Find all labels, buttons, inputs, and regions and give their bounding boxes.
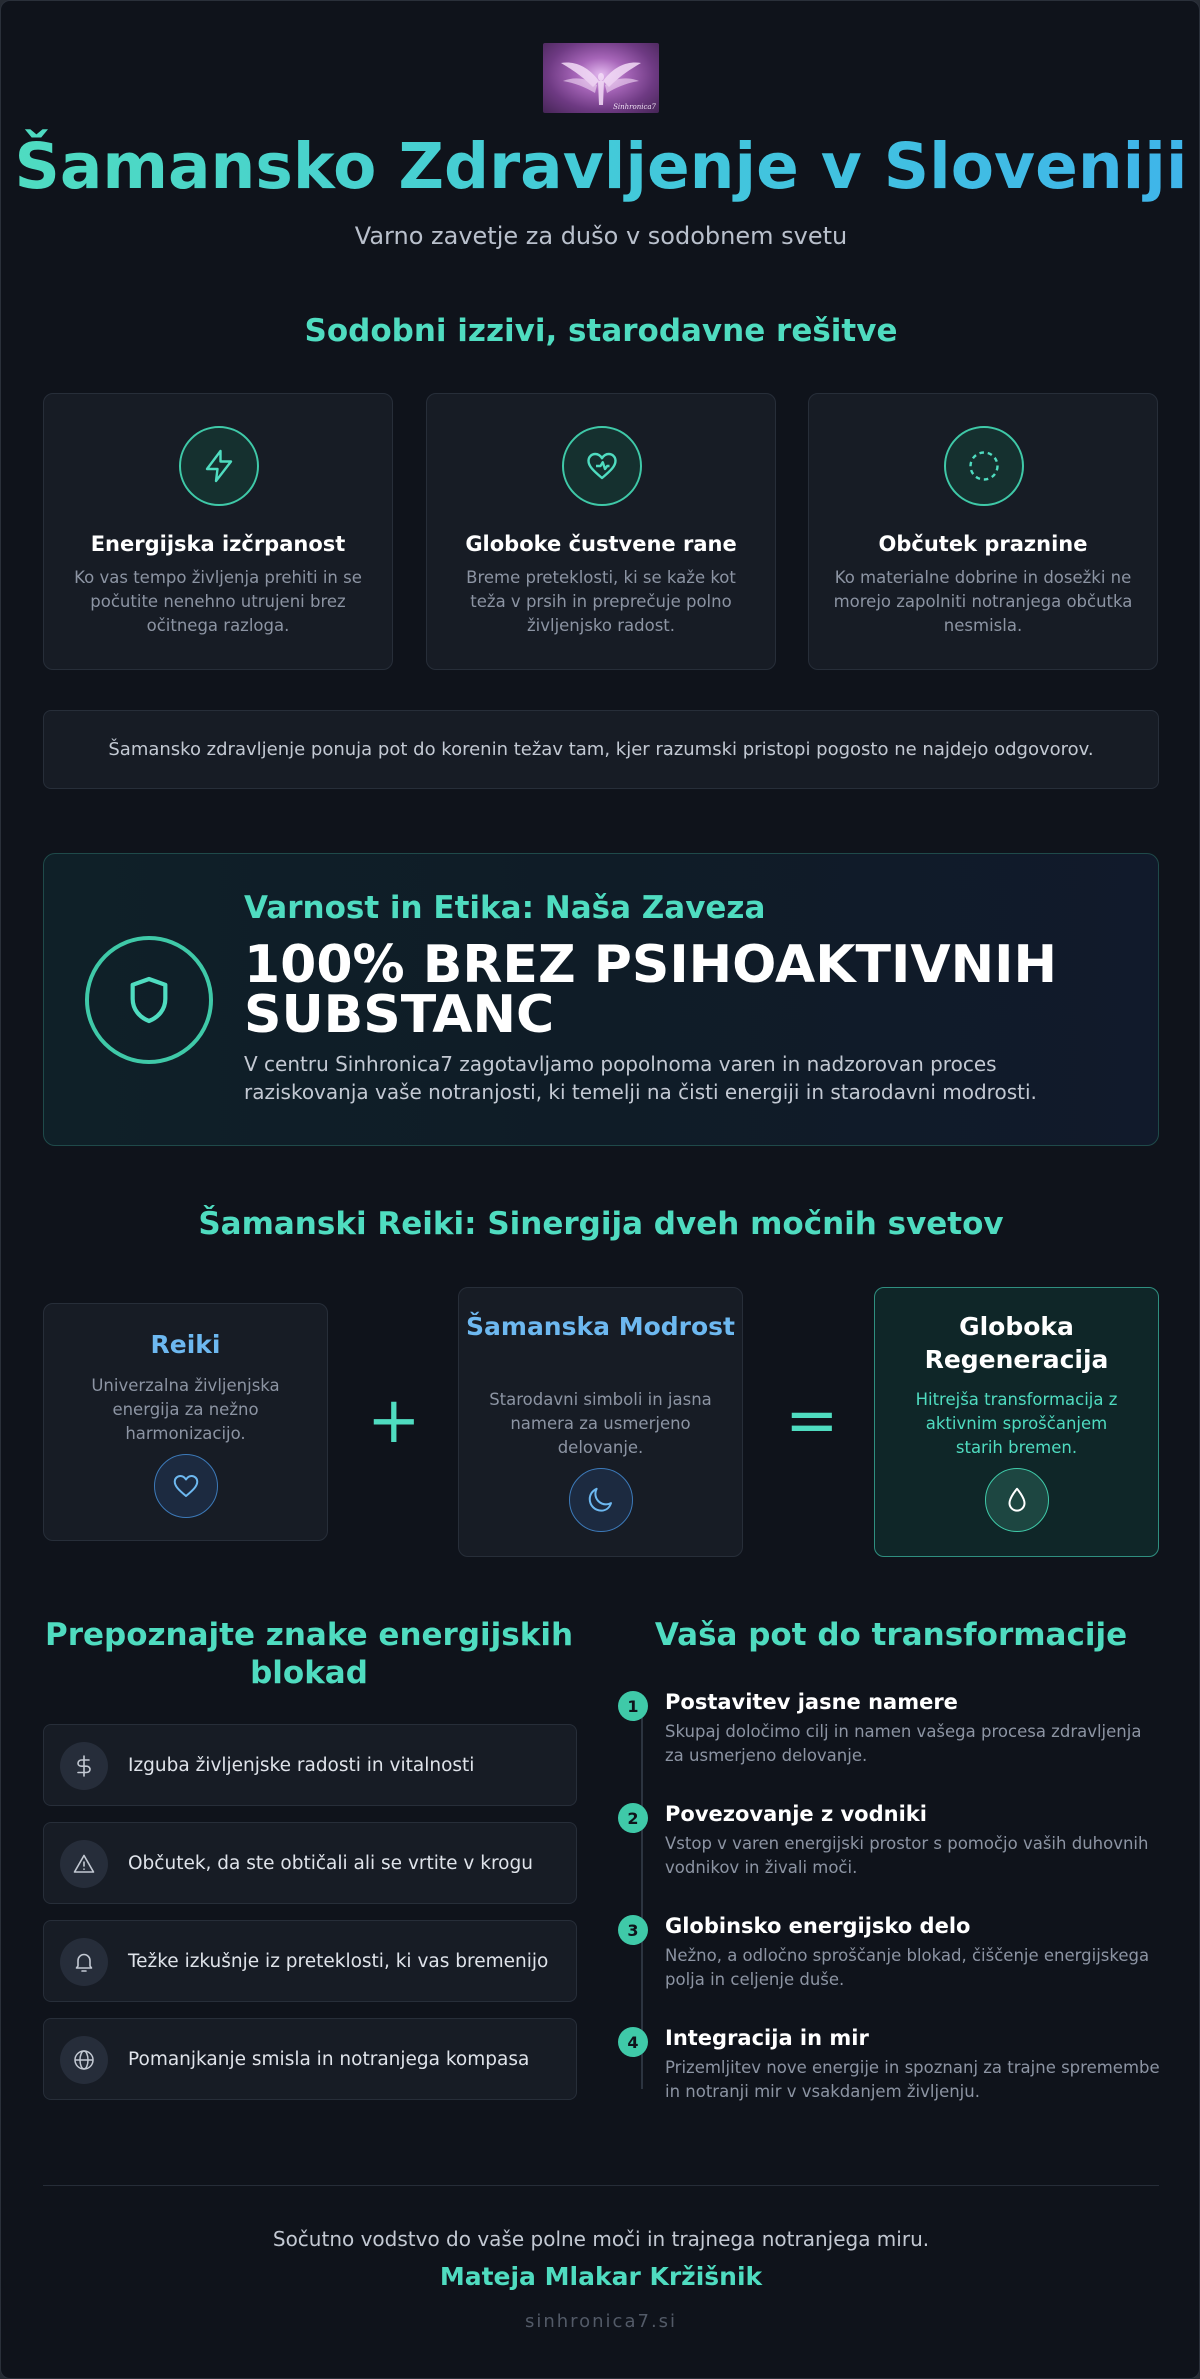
step-number: 3 [618,1915,648,1945]
challenge-title: Energijska izčrpanost [90,532,346,556]
synergy-card-reiki [43,1303,328,1541]
challenges-note: Šamansko zdravljenje ponuja pot do korenin težav tam, kjer razumski pristopi pogosto ne najdejo odgovorov. [43,710,1159,789]
safety-heading: Varnost in Etika: Naša Zaveza [244,890,766,926]
warning-icon [60,1840,108,1888]
challenge-text: Breme preteklosti, ki se kaže kot teža v prsih in preprečuje polno življenjsko radost. [466,568,736,635]
heart-icon [154,1454,218,1518]
step-text: Nežno, a odločno sproščanje blokad, čiščenje energijskega polja in celjenje duše. [665,1946,1150,1989]
challenges-heading: Sodobni izzivi, starodavne rešitve [304,313,898,349]
shield-icon [85,936,213,1064]
challenge-title: Občutek praznine [878,532,1088,556]
synergy-card-title: Reiki [150,1330,221,1359]
synergy-card-title: Globoka Regeneracija [924,1312,1109,1374]
logo [543,43,659,113]
dashed-circle-icon [944,426,1024,506]
safety-statement: 100% BREZ PSIHOAKTIVNIH SUBSTANC [244,935,1057,1045]
synergy-card-text: Starodavni simboli in jasna namera za usmerjeno delovanje. [489,1390,712,1457]
blockage-item [43,2018,577,2100]
step-text: Vstop v varen energijski prostor s pomočjo vaših duhovnih vodnikov in živali moči. [665,1834,1149,1877]
plus-sign: + [367,1384,421,1458]
challenge-text: Ko materialne dobrine in dosežki ne morejo zapolniti notranjega občutka nesmisla. [833,568,1133,635]
synergy-card-text: Hitrejša transformacija z aktivnim sproščanjem starih bremen. [915,1390,1118,1457]
globe-icon [60,2036,108,2084]
step-text: Skupaj določimo cilj in namen vašega procesa zdravljenja za usmerjeno delovanje. [665,1722,1142,1765]
footer-divider [43,2185,1159,2186]
page-subtitle: Varno zavetje za dušo v sodobnem svetu [354,222,848,250]
step-title: Integracija in mir [665,2026,869,2050]
step-number: 1 [618,1691,648,1721]
footer-website-link[interactable]: sinhronica7.si [524,2311,678,2332]
blockage-item [43,1920,577,2002]
step-title: Postavitev jasne namere [665,1690,958,1714]
synergy-card-text: Univerzalna življenjska energija za nežno harmonizacijo. [91,1376,280,1443]
blockage-item [43,1822,577,1904]
blockages-heading: Prepoznajte znake energijskih blokad [44,1617,574,1691]
synergy-card-wisdom [458,1287,743,1557]
challenge-card-emptiness [808,393,1158,670]
step-number: 4 [618,2027,648,2057]
bell-icon [60,1938,108,1986]
blockage-item [43,1724,577,1806]
path-heading: Vaša pot do transformacije [654,1617,1128,1653]
challenge-card-emotional [426,393,776,670]
blockage-label: Občutek, da ste obtičali ali se vrtite v krogu [128,1852,533,1874]
footer-tagline: Sočutno vodstvo do vaše polne moči in trajnega notranjega miru. [272,2227,930,2251]
safety-text: V centru Sinhronica7 zagotavljamo popolnoma varen in nadzorovan proces raziskovanja vaše notranjosti, ki temelji na čisti energiji in starodavni modrosti. [244,1052,1037,1104]
synergy-card-regeneration [874,1287,1159,1557]
step-text: Prizemljitev nove energije in spoznanj za trajne spremembe in notranji mir v vsakdanjem življenju. [665,2058,1160,2101]
footer-author: Mateja Mlakar Kržišnik [439,2262,763,2291]
step-number: 2 [618,1803,648,1833]
blockage-label: Pomanjkanje smisla in notranjega kompasa [128,2048,530,2070]
equals-sign: = [785,1384,839,1458]
blockage-label: Izguba življenjske radosti in vitalnosti [128,1754,475,1776]
step-title: Globinsko energijsko delo [665,1914,971,1938]
synergy-heading: Šamanski Reiki: Sinergija dveh močnih svetov [198,1206,1004,1242]
logo-text: Sinhronica7 [613,103,656,111]
blockage-label: Težke izkušnje iz preteklosti, ki vas bremenijo [128,1950,549,1972]
synergy-card-title: Šamanska Modrost [466,1312,735,1341]
page-title: Šamansko Zdravljenje v Sloveniji [1,129,1200,205]
step-title: Povezovanje z vodniki [665,1802,927,1826]
dollar-icon [60,1742,108,1790]
safety-panel [43,853,1159,1146]
lightning-icon [179,426,259,506]
challenge-card-energy [43,393,393,670]
challenge-title: Globoke čustvene rane [465,532,737,556]
moon-icon [569,1468,633,1532]
broken-heart-icon [562,426,642,506]
challenge-text: Ko vas tempo življenja prehiti in se počutite nenehno utrujeni brez očitnega razloga. [74,568,362,635]
drop-icon [985,1468,1049,1532]
